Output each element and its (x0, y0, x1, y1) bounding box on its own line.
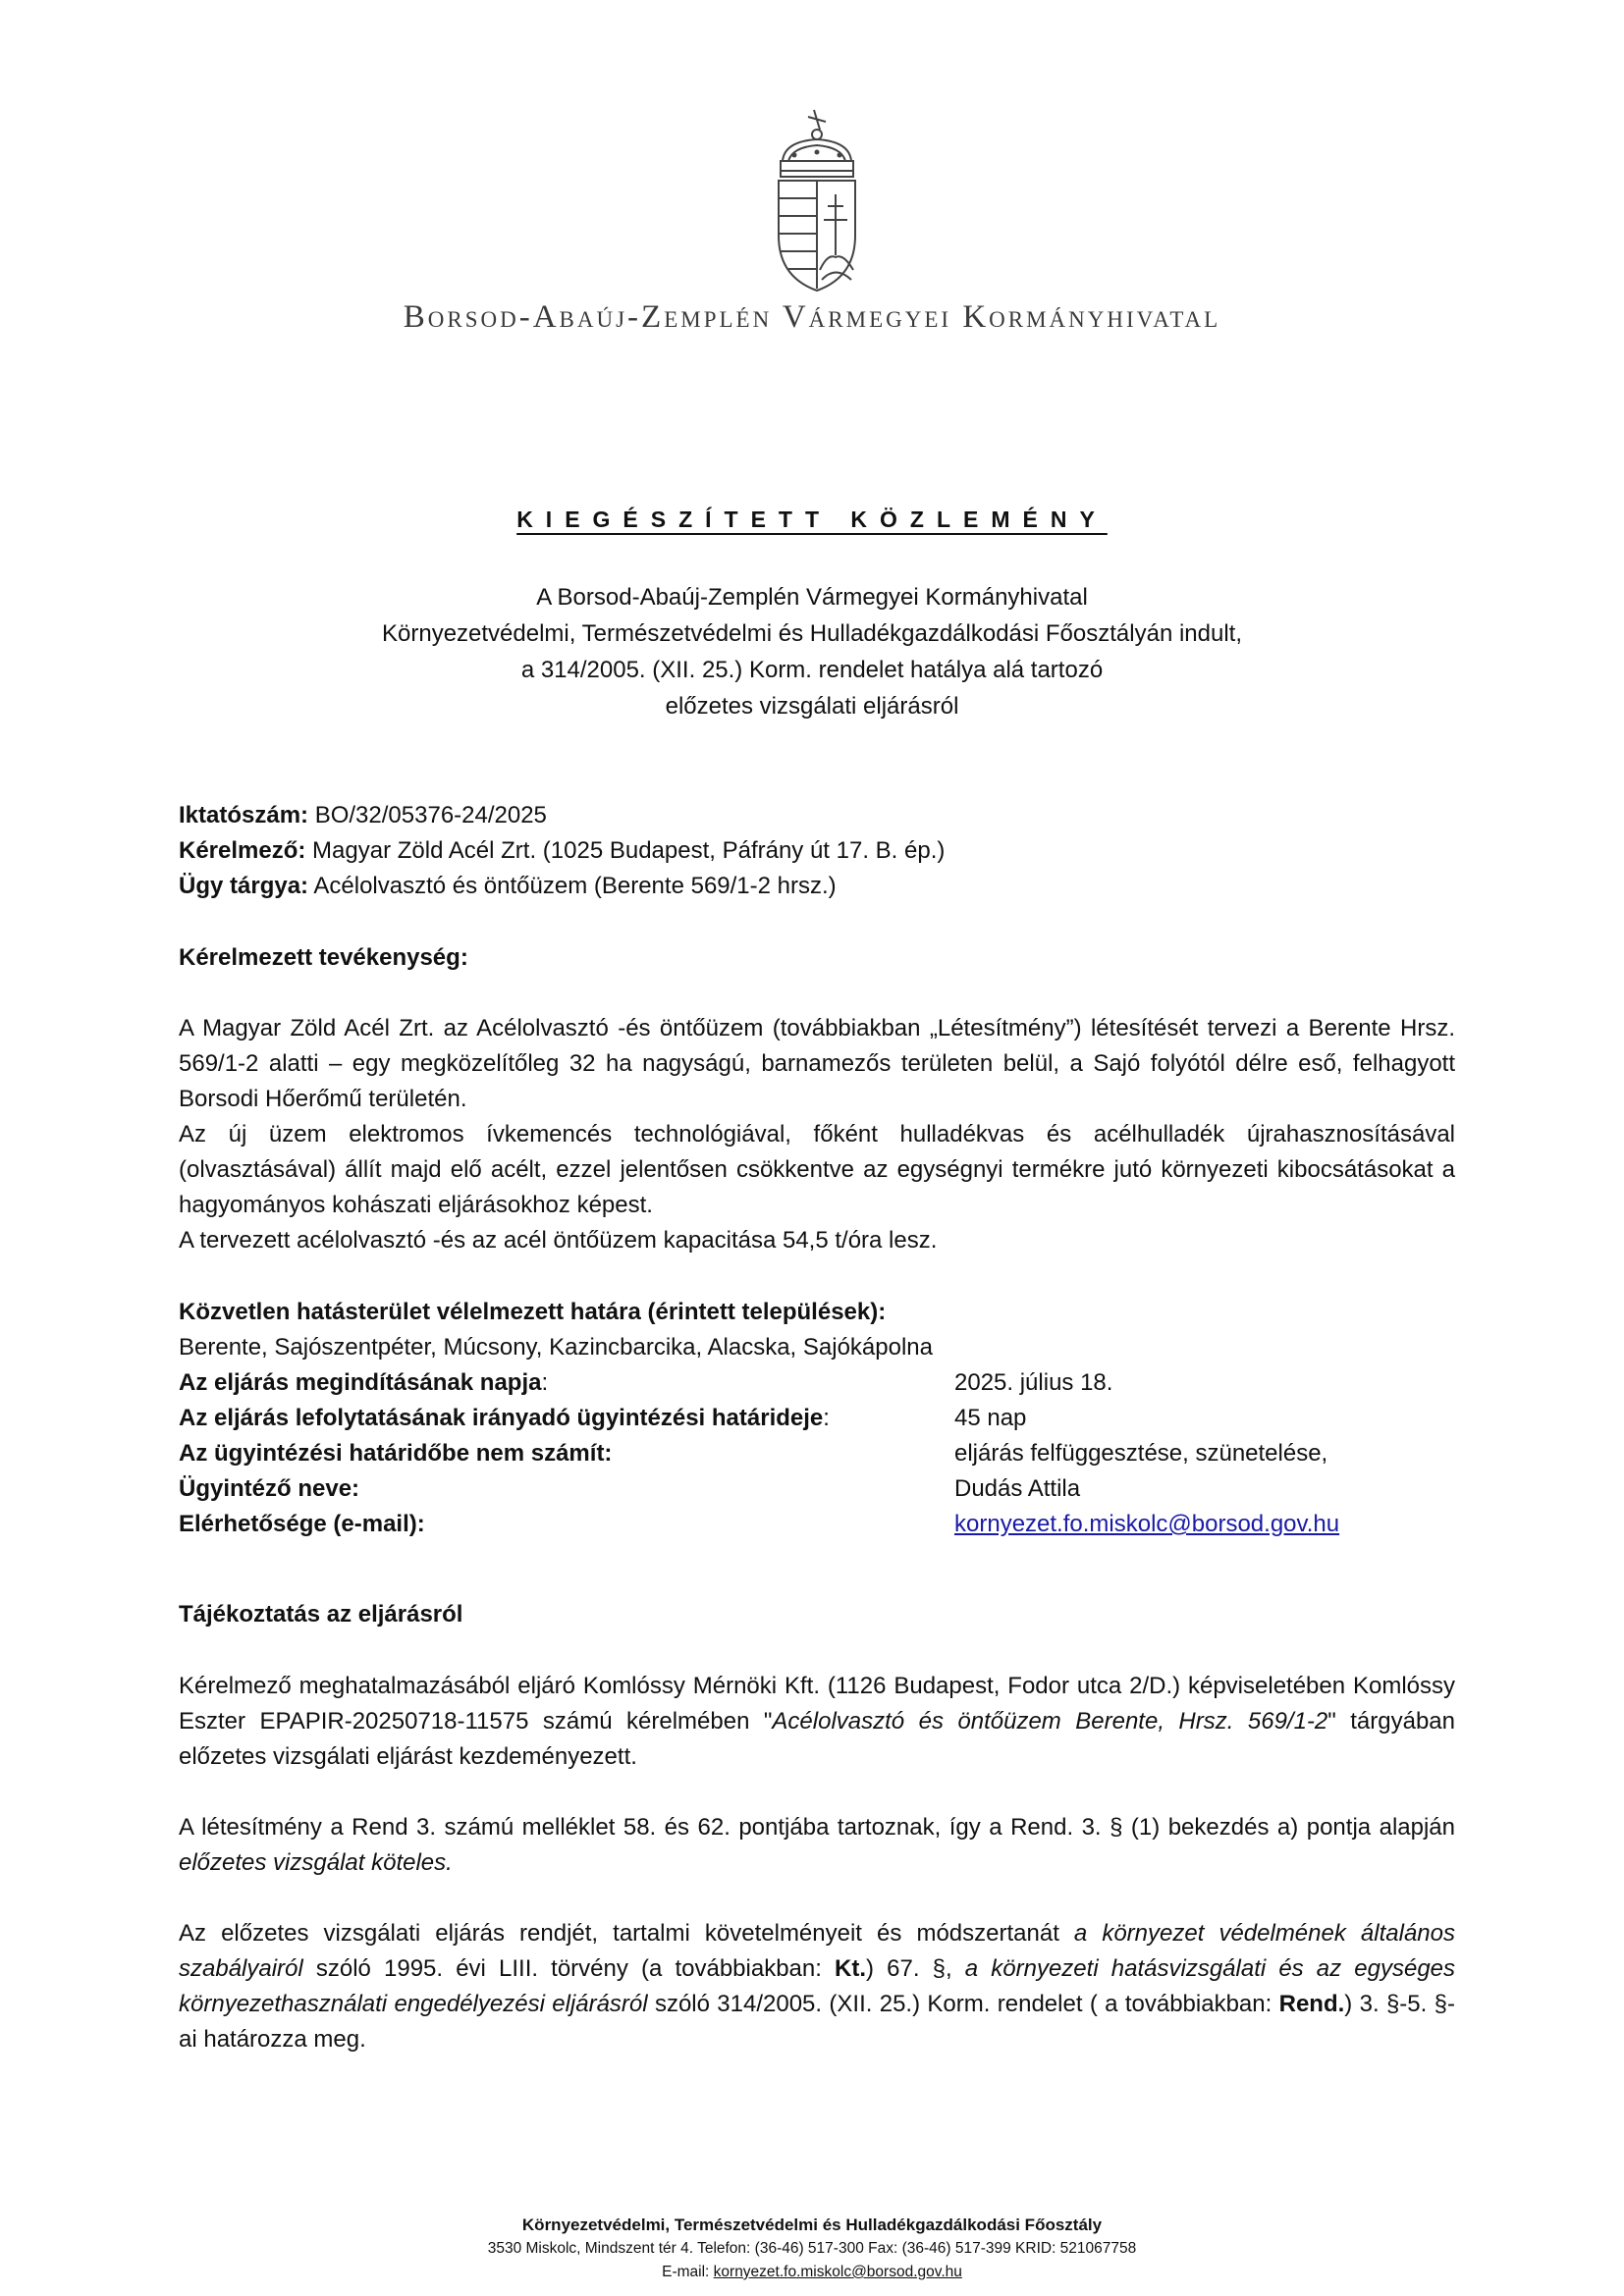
footer-email-link[interactable]: kornyezet.fo.miskolc@borsod.gov.hu (713, 2264, 962, 2280)
officer-row (179, 1471, 1455, 1507)
footer (0, 2214, 1624, 2284)
info-heading: Tájékoztatás az eljárásról (179, 1601, 463, 1628)
subject-label: Ügy tárgya: (179, 873, 309, 899)
organization-name: Borsod-Abaúj-Zemplén Vármegyei Kormányhivatal (403, 299, 1221, 335)
contact-email-link[interactable]: kornyezet.fo.miskolc@borsod.gov.hu (954, 1511, 1340, 1537)
officer-label: Ügyintéző neve: (179, 1475, 360, 1502)
hungarian-coat-of-arms-icon (775, 108, 857, 294)
info-paragraph-3: Az előzetes vizsgálati eljárás rendjét, tartalmi követelményeit és módszertanát a környezet védelmének általános szabályairól szóló 1995. évi LIII. törvény (a továbbiakban: Kt.) 67. §, a környezeti hatásvizsgálati és az egységes környezethasználati engedélyezési eljárásról szóló 314/2005. (XII. 25.) Korm. rendelet ( a továbbiakban: Rend.) 3. §-5. §-ai határozza meg. (179, 1920, 1456, 2053)
deadline-value: 45 nap (954, 1405, 1027, 1431)
excluded-row (179, 1436, 1455, 1471)
contact-row (179, 1507, 1455, 1542)
info-block (179, 1669, 1455, 2057)
impact-heading: Közvetlen hatásterület vélelmezett határa (érintett települések): (179, 1299, 887, 1325)
footer-address: 3530 Miskolc, Mindszent tér 4. Telefon: (36-46) 517-300 Fax: (36-46) 517-399 KRID: 521067758 (487, 2240, 1137, 2257)
intro-line-3: a 314/2005. (XII. 25.) Korm. rendelet hatálya alá tartozó (520, 657, 1104, 683)
intro-line-1: A Borsod-Abaúj-Zemplén Vármegyei Kormányhivatal (536, 584, 1088, 611)
start-date-label: Az eljárás megindításának napja: (179, 1369, 549, 1396)
applicant-value: Magyar Zöld Acél Zrt. (1025 Budapest, Páfrány út 17. B. ép.) (305, 837, 946, 864)
start-date-value: 2025. július 18. (954, 1369, 1113, 1396)
activity-heading: Kérelmezett tevékenység: (179, 944, 468, 971)
intro-line-4: előzetes vizsgálati eljárásról (665, 693, 959, 720)
activity-paragraph-2: Az új üzem elektromos ívkemencés technológiával, főként hulladékvas és acélhulladék újrahasznosításával (olvasztásával) állít majd elő acélt, ezzel jelentősen csökkentve az egységnyi termékre jutó környezeti kibocsátásokat a hagyományos kohászati eljárásokhoz képest. (179, 1121, 1455, 1218)
impact-block (179, 1295, 1455, 1542)
case-id-row (179, 798, 1455, 833)
info-paragraph-2: A létesítmény a Rend 3. számú melléklet 58. és 62. pontjába tartoznak, így a Rend. 3. § (1) bekezdés a) pontja alapján előzetes vizsgálat köteles. (179, 1814, 1455, 1876)
impact-settlements: Berente, Sajószentpéter, Múcsony, Kazincbarcika, Alacska, Sajókápolna (179, 1334, 933, 1361)
intro-block (0, 579, 1624, 724)
contact-label: Elérhetősége (e-mail): (179, 1511, 425, 1537)
case-block (179, 798, 1455, 904)
subject-value: Acélolvasztó és öntőüzem (Berente 569/1-2 hrsz.) (308, 873, 837, 899)
case-id-value: BO/32/05376-24/2025 (308, 802, 547, 828)
footer-department: Környezetvédelmi, Természetvédelmi és Hulladékgazdálkodási Főosztály (521, 2216, 1103, 2234)
deadline-label: Az eljárás lefolytatásának irányadó ügyintézési határideje: (179, 1405, 830, 1431)
applicant-row (179, 833, 1455, 869)
case-id-label: Iktatószám: (179, 802, 309, 828)
start-date-row (179, 1365, 1455, 1401)
officer-value: Dudás Attila (954, 1475, 1081, 1502)
footer-email-row: E-mail: kornyezet.fo.miskolc@borsod.gov.hu (662, 2264, 962, 2280)
contact-cell (954, 1507, 1455, 1542)
activity-paragraph-3: A tervezett acélolvasztó -és az acél öntőüzem kapacitása 54,5 t/óra lesz. (179, 1227, 938, 1254)
document-title: KIEGÉSZÍTETT KÖZLEMÉNY (516, 507, 1108, 532)
info-paragraph-1: Kérelmező meghatalmazásából eljáró Komlóssy Mérnöki Kft. (1126 Budapest, Fodor utca 2/D.) képviseletében Komlóssy Eszter EPAPIR-20250718-11575 számú kérelmében "Acélolvasztó és öntőüzem Berente, Hrsz. 569/1-2" tárgyában előzetes vizsgálati eljárást kezdeményezett. (179, 1673, 1455, 1770)
deadline-row (179, 1401, 1455, 1436)
excluded-value: eljárás felfüggesztése, szünetelése, (954, 1440, 1328, 1467)
excluded-label: Az ügyintézési határidőbe nem számít: (179, 1440, 613, 1467)
subject-row (179, 869, 1455, 904)
applicant-label: Kérelmező: (179, 837, 306, 864)
intro-line-2: Környezetvédelmi, Természetvédelmi és Hulladékgazdálkodási Főosztályán indult, (382, 620, 1242, 647)
activity-block (179, 1011, 1455, 1258)
activity-paragraph-1: A Magyar Zöld Acél Zrt. az Acélolvasztó -és öntőüzem (továbbiakban „Létesítmény”) létesítését tervezi a Berente Hrsz. 569/1-2 alatti – egy megközelítőleg 32 ha nagyságú, barnamezős területen belül, a Sajó folyótól délre eső, felhagyott Borsodi Hőerőmű területén. (179, 1015, 1455, 1112)
